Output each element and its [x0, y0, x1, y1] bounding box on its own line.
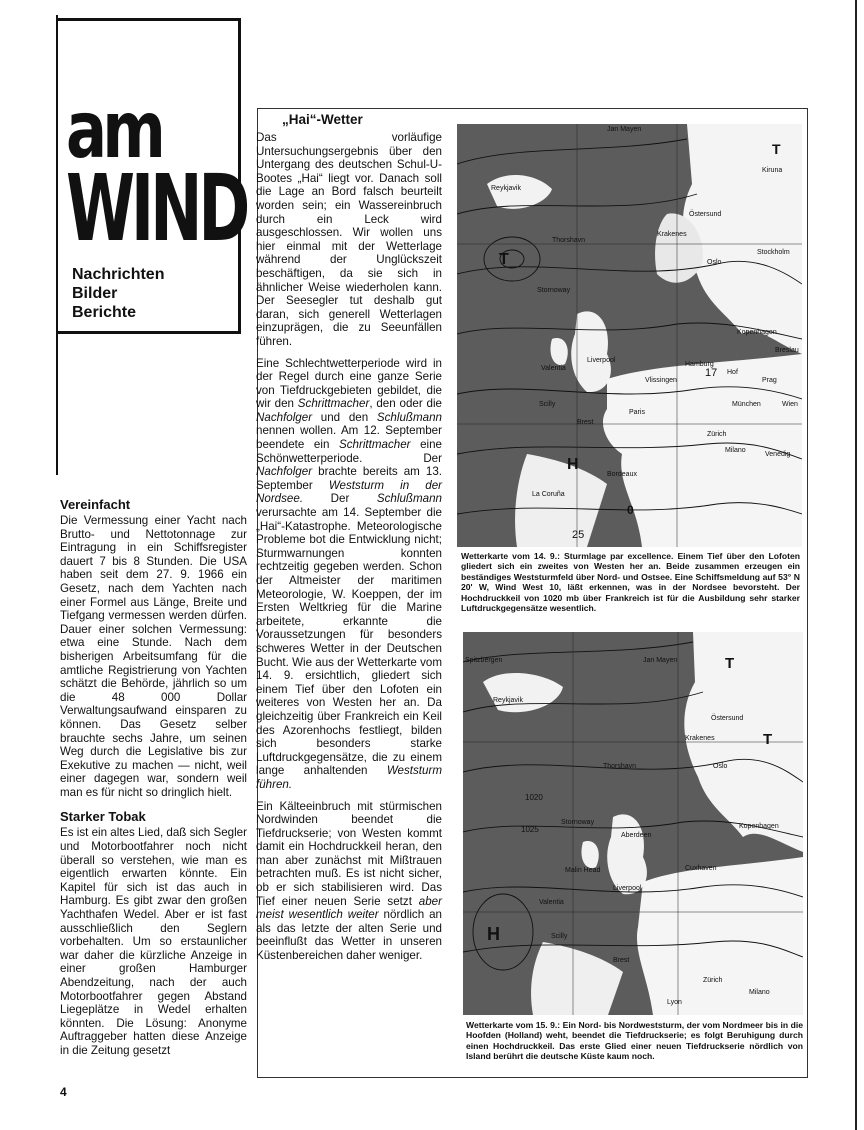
- map1-label-hamburg: Hamburg: [685, 361, 714, 368]
- map2-mark-high: H: [487, 924, 500, 944]
- caption-weather-map-14-sept: Wetterkarte vom 14. 9.: Sturmlage par excellence. Einem Tief über den Lofoten gliedert sich ein zweites von Westen her an. Beide zusammen erzeugen ein beständiges Weststurmfeld über Nord- und Ostsee. Eine Schiffsmeldung auf 53° N 20' W, Wind West 10, läßt erkennen, was in der Nordsee bevorsteht. Der Hochdruckkeil von 1020 mb über Frankreich ist für die Ausbildung sehr starker Luftdruckgegensätze wesentlich.: [461, 551, 800, 614]
- map1-label-stornoway: Stornoway: [537, 287, 571, 294]
- subtitle-line-1: Nachrichten: [72, 266, 165, 283]
- map1-label-kopenhagen: Kopenhagen: [737, 329, 777, 336]
- map2-mark-low-1: T: [725, 655, 735, 672]
- map1-label-bordeaux: Bordeaux: [607, 471, 637, 478]
- map1-label-milano: Milano: [725, 447, 746, 454]
- article-body-tobak: Es ist ein altes Lied, daß sich Segler und Motorbootfahrer noch nicht überall so verstehen, wie man es eigentlich erwarten könnte. Ein Kapitel für sich ist das auch in Hamburg. Es gibt zwar den großen Yachthafen Wedel. Aber er ist fast ausschließlich den Seglern vorbehalten. Um so erstaunlicher war daher die kürzliche Anzeige in einer großen Hamburger Abendzeitung, nach der auch Motorbootfahrer gegen Abstand Liegeplätze in Wedel erhalten könnten. Die Lösung: Anonyme Auftraggeber hatten diese Anzeige in die Zeitung gesetzt: [60, 826, 247, 1057]
- map1-label-muenchen: München: [732, 401, 761, 408]
- map1-label-valentia: Valentia: [541, 365, 566, 372]
- map1-label-hof: Hof: [727, 369, 738, 376]
- map2-label-kopenhagen: Kopenhagen: [739, 823, 779, 830]
- map2-label-lyon: Lyon: [667, 999, 682, 1006]
- map2-label-zuerich: Zürich: [703, 977, 723, 984]
- masthead-subtitle: [72, 265, 164, 322]
- weather-map-15-sept-graphic: [463, 632, 803, 1015]
- map1-label-wien: Wien: [782, 401, 798, 408]
- map1-label-reykjavik: Reykjavik: [491, 185, 521, 192]
- map2-label-liverpool: Liverpool: [613, 885, 642, 892]
- map1-label-oslo: Oslo: [707, 259, 722, 266]
- map2-label-milano: Milano: [749, 989, 770, 996]
- subtitle-line-2: Bilder: [72, 285, 118, 302]
- map2-label-krakenes: Krakenes: [685, 735, 715, 742]
- map2-label-reykjavik: Reykjavik: [493, 697, 523, 704]
- map1-mark-25: 25: [572, 529, 585, 541]
- map2-mark-1020: 1020: [525, 793, 543, 802]
- map2-label-malin-head: Malin Head: [565, 867, 601, 874]
- map2-mark-low-2: T: [763, 731, 773, 748]
- map2-label-aberdeen: Aberdeen: [621, 832, 652, 839]
- map1-mark-high: H: [567, 456, 579, 473]
- map1-label-breslau: Breslau: [775, 347, 799, 354]
- map1-label-kiruna: Kiruna: [762, 167, 783, 174]
- left-column: [60, 497, 247, 1066]
- map1-mark-low-2: T: [772, 141, 781, 157]
- map2-mark-1025: 1025: [521, 825, 539, 834]
- map2-label-cuxhaven: Cuxhaven: [685, 865, 717, 872]
- map2-label-oslo: Oslo: [713, 763, 728, 770]
- map1-label-krakenes: Krakenes: [657, 231, 687, 238]
- middle-column: [256, 112, 442, 971]
- map1-label-stockholm: Stockholm: [757, 249, 790, 256]
- page-number: 4: [60, 1085, 67, 1099]
- map1-mark-low-1: T: [499, 251, 509, 268]
- masthead-title-wind: WIND: [66, 155, 247, 262]
- map2-label-thorshavn: Thorshavn: [603, 763, 637, 770]
- map2-label-stornoway: Stornoway: [561, 819, 595, 826]
- subtitle-line-3: Berichte: [72, 304, 137, 321]
- masthead: [58, 18, 247, 334]
- map1-label-zuerich: Zürich: [707, 431, 727, 438]
- weather-map-14-sept: [457, 124, 802, 547]
- map1-label-la-coruna: La Coruña: [532, 491, 565, 498]
- map1-label-oestersund: Östersund: [689, 211, 722, 218]
- article-heading-tobak: Starker Tobak: [60, 809, 146, 825]
- map2-label-spitzbergen: Spitzbergen: [465, 657, 503, 664]
- weather-map-14-sept-graphic: [457, 124, 802, 547]
- map1-label-scilly: Scilly: [539, 401, 556, 408]
- article-hai-paragraph-2: Eine Schlechtwetterperiode wird in der Regel durch eine ganze Serie von Tiefdruckgebieten gebildet, die wir den Schrittmacher, den oder die Nachfolger und den Schlußmann nennen wollen. Am 12. September beendete ein Schrittmacher eine Schönwetterperiode. Der Nachfolger brachte bereits am 13. September Weststurm in der Nordsee. Der Schlußmann verursachte am 14. September die „Hai“-Katastrophe. Meteorologische Probleme bot die Entwicklung nicht; Sturmwarnungen konnten rechtzeitig gegeben werden. Schon der Altmeister der maritimen Meteorologie, W. Koeppen, der im Ersten Weltkrieg für die Marine arbeitete, erkannte die Voraussetzungen für besonders schweres Wetter in der Deutschen Bucht. Wie aus der Wetterkarte vom 14. 9. ersichtlich, gliedert sich einem Tief über den Lofoten ein weiteres von Westen her an. Da gleichzeitig über Frankreich ein Keil des Azorenhochs festliegt, bilden sich besonders starke Luftdruckgegensätze, die zu einem lange anhaltenden Weststurm führen.: [256, 356, 443, 791]
- map1-label-brest: Brest: [577, 419, 594, 426]
- article-heading-hai: „Hai“-Wetter: [282, 112, 363, 127]
- map2-label-brest: Brest: [613, 957, 630, 964]
- map1-mark-17: 17: [705, 367, 718, 379]
- caption-weather-map-15-sept: Wetterkarte vom 15. 9.: Ein Nord- bis Nordweststurm, der vom Nordmeer bis in die Hoofden (Holland) weht, beendet die Tiefdruckserie; es folgt Beruhigung durch einen Hochdruckkeil. Das erste Glied einer neuen Tiefdruckserie nördlich von Island berührt die deutsche Küste kaum noch.: [466, 1020, 803, 1062]
- map2-label-jan-mayen: Jan Mayen: [643, 657, 678, 664]
- map1-label-jan-mayen: Jan Mayen: [607, 126, 642, 133]
- map2-label-valentia: Valentia: [539, 899, 564, 906]
- map1-label-thorshavn: Thorshavn: [552, 237, 586, 244]
- map1-label-paris: Paris: [629, 409, 645, 416]
- map2-label-oestersund: Östersund: [711, 715, 744, 722]
- map1-label-liverpool: Liverpool: [587, 357, 616, 364]
- weather-map-15-sept: [463, 632, 803, 1015]
- page-edge-line: [855, 0, 857, 1130]
- masthead-title-am: am: [66, 86, 162, 176]
- article-hai-paragraph-1: Das vorläufige Untersuchungsergebnis über den Untergang des deutschen Schul-U-Bootes „Hai“ liegt vor. Danach soll die Lage an Bord falsch beurteilt worden sein; ein Wassereinbruch durch ein Leck wird ausgeschlossen. Wir wollen uns hier einmal mit der Wetterlage während der Unglückszeit beschäftigen, da sie sich in ähnlicher Weise wiederholen kann. Der Seesegler tut deshalb gut daran, sich generell Wetterlagen einzuprägen, die zu Seeunfällen führen.: [256, 131, 442, 348]
- map1-label-venedig: Venedig: [765, 451, 791, 458]
- map1-label-vlissingen: Vlissingen: [645, 377, 677, 384]
- map1-mark-zero: 0: [627, 503, 634, 517]
- article-hai-paragraph-3: Ein Kälteeinbruch mit stürmischen Nordwinden beendet die Tiefdruckserie; von Westen kommt damit ein Hochdruckkeil heran, den man aber zunächst mit Mißtrauen betrachten muß. Es ist nicht sicher, ob er sich stabilisieren wird. Das Tief einer neuen Serie setzt aber meist wesentlich weiter nördlich an als das letzte der alten Serie und beeinflußt das Wetter in unseren Küstenbereichen daher weniger.: [256, 799, 442, 963]
- article-body-vereinfacht: Die Vermessung einer Yacht nach Brutto- und Nettotonnage zur Eintragung in ein Schiffsregister dauert 7 bis 8 Stunden. Die USA haben seit dem 27. 9. 1966 ein Gesetz, nach dem Yachten nach einer Formel aus Länge, Breite und Tiefgang vermessen werden dürfen. Dauer einer solchen Vermessung: etwa eine Stunde. Nach dem bisherigen Arbeitsumfang für die amtliche Registrierung von Yachten schätzt die Behörde, jährlich so um die 48 000 Dollar Verwaltungsaufwand einsparen zu können. Das Gesetz selber brauchte sechs Jahre, um seinen Weg durch die Legislative bis zur Exekutive zu machen — nicht, weil einer dagegen war, sondern weil man es für nicht so dringlich hielt.: [60, 514, 247, 799]
- map2-label-scilly: Scilly: [551, 933, 568, 940]
- article-heading-vereinfacht: Vereinfacht: [60, 497, 131, 512]
- map1-label-prag: Prag: [762, 377, 777, 384]
